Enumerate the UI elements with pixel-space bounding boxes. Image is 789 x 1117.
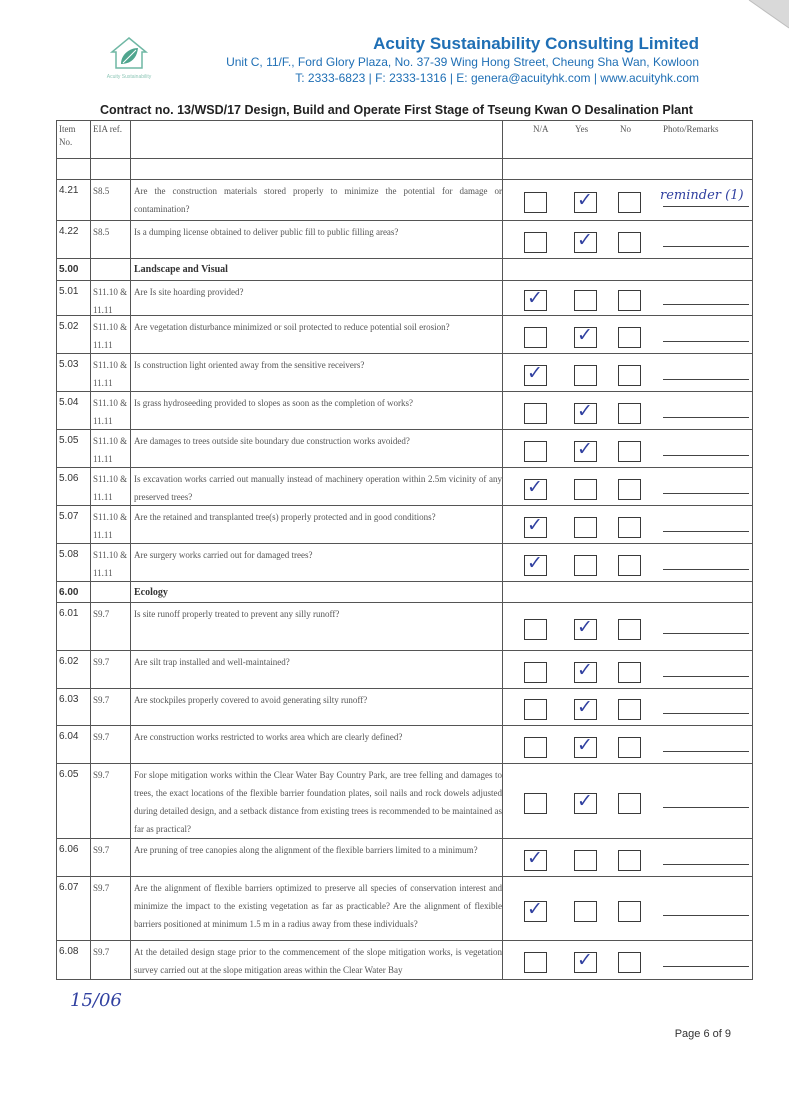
question-text: Are the retained and transplanted tree(s) properly protected and in good conditions?	[134, 512, 436, 522]
question-text: Are vegetation disturbance minimized or soil protected to reduce potential soil erosion?	[134, 322, 450, 332]
table-row	[56, 602, 753, 650]
tick-mark-icon: ✓	[577, 229, 593, 251]
item-number: 6.06	[59, 844, 79, 855]
eia-ref: S8.5	[93, 227, 110, 237]
remarks-line	[663, 751, 749, 752]
checkbox-na[interactable]	[524, 476, 547, 500]
header-na: N/A	[533, 124, 549, 134]
tick-mark-icon: ✓	[577, 189, 593, 211]
checkbox-na[interactable]	[524, 192, 547, 213]
handwritten-date: 15/06	[70, 990, 122, 1011]
item-number: 6.07	[59, 882, 79, 893]
checkbox-na[interactable]	[524, 232, 547, 253]
checkbox-na[interactable]	[524, 362, 547, 386]
checkbox-na[interactable]	[524, 403, 547, 424]
checkbox-yes[interactable]	[574, 734, 597, 758]
item-number: 4.21	[59, 185, 79, 196]
checkbox-na[interactable]	[524, 552, 547, 576]
checkbox-na[interactable]	[524, 793, 547, 814]
header-item: Item No.	[59, 124, 76, 147]
remarks-line	[663, 633, 749, 634]
checkbox-yes[interactable]	[574, 517, 597, 538]
question-text: Are the construction materials stored properly to minimize the potential for damage or contamination?	[134, 186, 502, 214]
eia-ref: S11.10 & 11.11	[93, 436, 128, 464]
item-number: 5.04	[59, 397, 79, 408]
question-text: Is a dumping license obtained to deliver public fill to public filling areas?	[134, 227, 399, 237]
eia-ref: S9.7	[93, 883, 110, 893]
tick-mark-icon: ✓	[527, 847, 543, 869]
eia-ref: S11.10 & 11.11	[93, 322, 128, 350]
checkbox-no[interactable]	[618, 517, 641, 538]
table-row	[56, 467, 753, 505]
eia-ref: S11.10 & 11.11	[93, 512, 128, 540]
question-text: Is site runoff properly treated to prevent any silly runoff?	[134, 609, 340, 619]
item-number: 5.05	[59, 435, 79, 446]
checkbox-yes[interactable]	[574, 949, 597, 973]
checkbox-no[interactable]	[618, 327, 641, 348]
checkbox-na[interactable]	[524, 441, 547, 462]
checkbox-na[interactable]	[524, 952, 547, 973]
tick-mark-icon: ✓	[527, 362, 543, 384]
checkbox-yes[interactable]	[574, 229, 597, 253]
remarks-line	[663, 341, 749, 342]
table-body	[56, 179, 753, 980]
checkbox-no[interactable]	[618, 619, 641, 640]
eia-ref: S9.7	[93, 770, 110, 780]
eia-ref: S11.10 & 11.11	[93, 550, 128, 578]
checkbox-na[interactable]	[524, 699, 547, 720]
table-row	[56, 353, 753, 391]
section-title: Landscape and Visual	[134, 264, 228, 275]
checkbox-no[interactable]	[618, 441, 641, 462]
table-row	[56, 940, 753, 980]
tick-mark-icon: ✓	[577, 400, 593, 422]
tick-mark-icon: ✓	[577, 324, 593, 346]
eia-ref: S11.10 & 11.11	[93, 398, 128, 426]
question-text: Are stockpiles properly covered to avoid generating silty runoff?	[134, 695, 368, 705]
remarks-line	[663, 966, 749, 967]
company-name: Acuity Sustainability Consulting Limited	[373, 34, 699, 53]
table-row	[56, 725, 753, 763]
checkbox-yes[interactable]	[574, 696, 597, 720]
item-number: 6.04	[59, 731, 79, 742]
remarks-line	[663, 807, 749, 808]
checkbox-yes[interactable]	[574, 850, 597, 871]
remarks-line	[663, 713, 749, 714]
tick-mark-icon: ✓	[527, 898, 543, 920]
tick-mark-icon: ✓	[527, 287, 543, 309]
checkbox-yes[interactable]	[574, 479, 597, 500]
section-row	[56, 581, 753, 602]
table-row	[56, 650, 753, 688]
company-logo	[104, 34, 154, 90]
table-row	[56, 315, 753, 353]
contract-title: Contract no. 13/WSD/17 Design, Build and Operate First Stage of Tseung Kwan O Desalination Plant	[100, 103, 693, 117]
eia-ref: S9.7	[93, 695, 110, 705]
eia-ref: S9.7	[93, 947, 110, 957]
checkbox-no[interactable]	[618, 479, 641, 500]
handwritten-remark: reminder (1)	[660, 188, 744, 203]
checkbox-na[interactable]	[524, 898, 547, 922]
tick-mark-icon: ✓	[577, 616, 593, 638]
remarks-line	[663, 246, 749, 247]
checkbox-yes[interactable]	[574, 438, 597, 462]
checkbox-na[interactable]	[524, 619, 547, 640]
item-number: 6.05	[59, 769, 79, 780]
remarks-line	[663, 379, 749, 380]
question-text: For slope mitigation works within the Clear Water Bay Country Park, are tree felling and damages to trees, the exact locations of the flexible barrier foundation plates, soil nails and rock dowels adjusted during detailed design, and a setback distance from existing trees is recommended to be maintained as far as practical?	[134, 770, 502, 834]
company-address: Unit C, 11/F., Ford Glory Plaza, No. 37-39 Wing Hong Street, Cheung Sha Wan, Kowloon	[226, 55, 699, 69]
header-eia: EIA ref.	[93, 124, 122, 134]
checkbox-no[interactable]	[618, 403, 641, 424]
table-header	[56, 120, 753, 158]
tick-mark-icon: ✓	[527, 514, 543, 536]
tick-mark-icon: ✓	[577, 659, 593, 681]
company-contact: T: 2333-6823 | F: 2333-1316 | E: genera@acuityhk.com | www.acuityhk.com	[295, 71, 699, 85]
checkbox-no[interactable]	[618, 850, 641, 871]
tick-mark-icon: ✓	[577, 949, 593, 971]
item-number: 5.00	[59, 264, 79, 275]
remarks-line	[663, 206, 749, 207]
checkbox-yes[interactable]	[574, 365, 597, 386]
question-text: Are Is site hoarding provided?	[134, 287, 244, 297]
table-row	[56, 429, 753, 467]
checkbox-yes[interactable]	[574, 659, 597, 683]
checkbox-yes[interactable]	[574, 901, 597, 922]
eia-ref: S9.7	[93, 732, 110, 742]
checkbox-no[interactable]	[618, 192, 641, 213]
item-number: 6.00	[59, 587, 79, 598]
table-row	[56, 543, 753, 581]
checkbox-yes[interactable]	[574, 324, 597, 348]
header-no: No	[620, 124, 631, 134]
eia-ref: S11.10 & 11.11	[93, 360, 128, 388]
eia-ref: S9.7	[93, 609, 110, 619]
item-number: 6.08	[59, 946, 79, 957]
item-number: 4.22	[59, 226, 79, 237]
item-number: 5.02	[59, 321, 79, 332]
eia-ref: S11.10 & 11.11	[93, 287, 128, 315]
checkbox-na[interactable]	[524, 662, 547, 683]
checkbox-yes[interactable]	[574, 189, 597, 213]
section-row	[56, 258, 753, 280]
logo-caption: Acuity Sustainability	[106, 74, 152, 80]
checkbox-yes[interactable]	[574, 790, 597, 814]
checkbox-yes[interactable]	[574, 400, 597, 424]
item-number: 5.07	[59, 511, 79, 522]
checkbox-no[interactable]	[618, 952, 641, 973]
checkbox-na[interactable]	[524, 287, 547, 311]
leaf-house-icon	[104, 34, 154, 74]
checkbox-no[interactable]	[618, 555, 641, 576]
checkbox-no[interactable]	[618, 793, 641, 814]
question-text: At the detailed design stage prior to the commencement of the slope mitigation works, is vegetation survey carried out at the slope mitigation areas within the Clear Water Bay	[134, 947, 502, 975]
question-text: Is grass hydroseeding provided to slopes as soon as the completion of works?	[134, 398, 413, 408]
remarks-line	[663, 676, 749, 677]
tick-mark-icon: ✓	[527, 476, 543, 498]
checkbox-no[interactable]	[618, 365, 641, 386]
item-number: 6.01	[59, 608, 79, 619]
checkbox-yes[interactable]	[574, 616, 597, 640]
tick-mark-icon: ✓	[577, 790, 593, 812]
table-row	[56, 505, 753, 543]
header-spacer	[56, 158, 753, 179]
question-text: Are silt trap installed and well-maintained?	[134, 657, 290, 667]
remarks-line	[663, 864, 749, 865]
tick-mark-icon: ✓	[577, 696, 593, 718]
item-number: 6.02	[59, 656, 79, 667]
checklist-table	[56, 120, 753, 980]
section-title: Ecology	[134, 587, 168, 598]
remarks-line	[663, 531, 749, 532]
checkbox-na[interactable]	[524, 327, 547, 348]
question-text: Is excavation works carried out manually instead of machinery operation within 2.5m vicinity of any preserved trees?	[134, 474, 502, 502]
header-yes: Yes	[575, 124, 589, 134]
page-number: Page 6 of 9	[674, 1028, 731, 1040]
checkbox-yes[interactable]	[574, 290, 597, 311]
question-text: Is construction light oriented away from the sensitive receivers?	[134, 360, 365, 370]
item-number: 5.08	[59, 549, 79, 560]
checkbox-no[interactable]	[618, 662, 641, 683]
table-row	[56, 391, 753, 429]
table-row	[56, 179, 753, 220]
remarks-line	[663, 455, 749, 456]
eia-ref: S9.7	[93, 657, 110, 667]
table-row	[56, 280, 753, 315]
question-text: Are the alignment of flexible barriers optimized to preserve all species of conservation interest and minimize the impact to the existing vegetation as far as practicable? Are the alignment of flexible barriers positioned at minimum 1.5 m in a radius away from these individuals?	[134, 883, 502, 929]
remarks-line	[663, 304, 749, 305]
eia-ref: S8.5	[93, 186, 110, 196]
remarks-line	[663, 915, 749, 916]
tick-mark-icon: ✓	[577, 734, 593, 756]
item-number: 5.03	[59, 359, 79, 370]
checkbox-no[interactable]	[618, 232, 641, 253]
table-row	[56, 838, 753, 876]
letterhead	[0, 0, 789, 100]
checkbox-na[interactable]	[524, 737, 547, 758]
checkbox-na[interactable]	[524, 847, 547, 871]
question-text: Are construction works restricted to works area which are clearly defined?	[134, 732, 403, 742]
checkbox-no[interactable]	[618, 901, 641, 922]
table-row	[56, 763, 753, 838]
question-text: Are surgery works carried out for damaged trees?	[134, 550, 313, 560]
item-number: 5.06	[59, 473, 79, 484]
remarks-line	[663, 417, 749, 418]
table-row	[56, 688, 753, 725]
question-text: Are pruning of tree canopies along the alignment of the flexible barriers limited to a minimum?	[134, 845, 478, 855]
table-row	[56, 220, 753, 258]
item-number: 5.01	[59, 286, 79, 297]
tick-mark-icon: ✓	[527, 552, 543, 574]
checkbox-no[interactable]	[618, 699, 641, 720]
item-number: 6.03	[59, 694, 79, 705]
eia-ref: S9.7	[93, 845, 110, 855]
checkbox-yes[interactable]	[574, 555, 597, 576]
question-text: Are damages to trees outside site boundary due construction works avoided?	[134, 436, 410, 446]
checkbox-na[interactable]	[524, 514, 547, 538]
remarks-line	[663, 493, 749, 494]
table-row	[56, 876, 753, 940]
remarks-line	[663, 569, 749, 570]
checkbox-no[interactable]	[618, 737, 641, 758]
header-remarks: Photo/Remarks	[663, 124, 719, 134]
tick-mark-icon: ✓	[577, 438, 593, 460]
eia-ref: S11.10 & 11.11	[93, 474, 128, 502]
checkbox-no[interactable]	[618, 290, 641, 311]
